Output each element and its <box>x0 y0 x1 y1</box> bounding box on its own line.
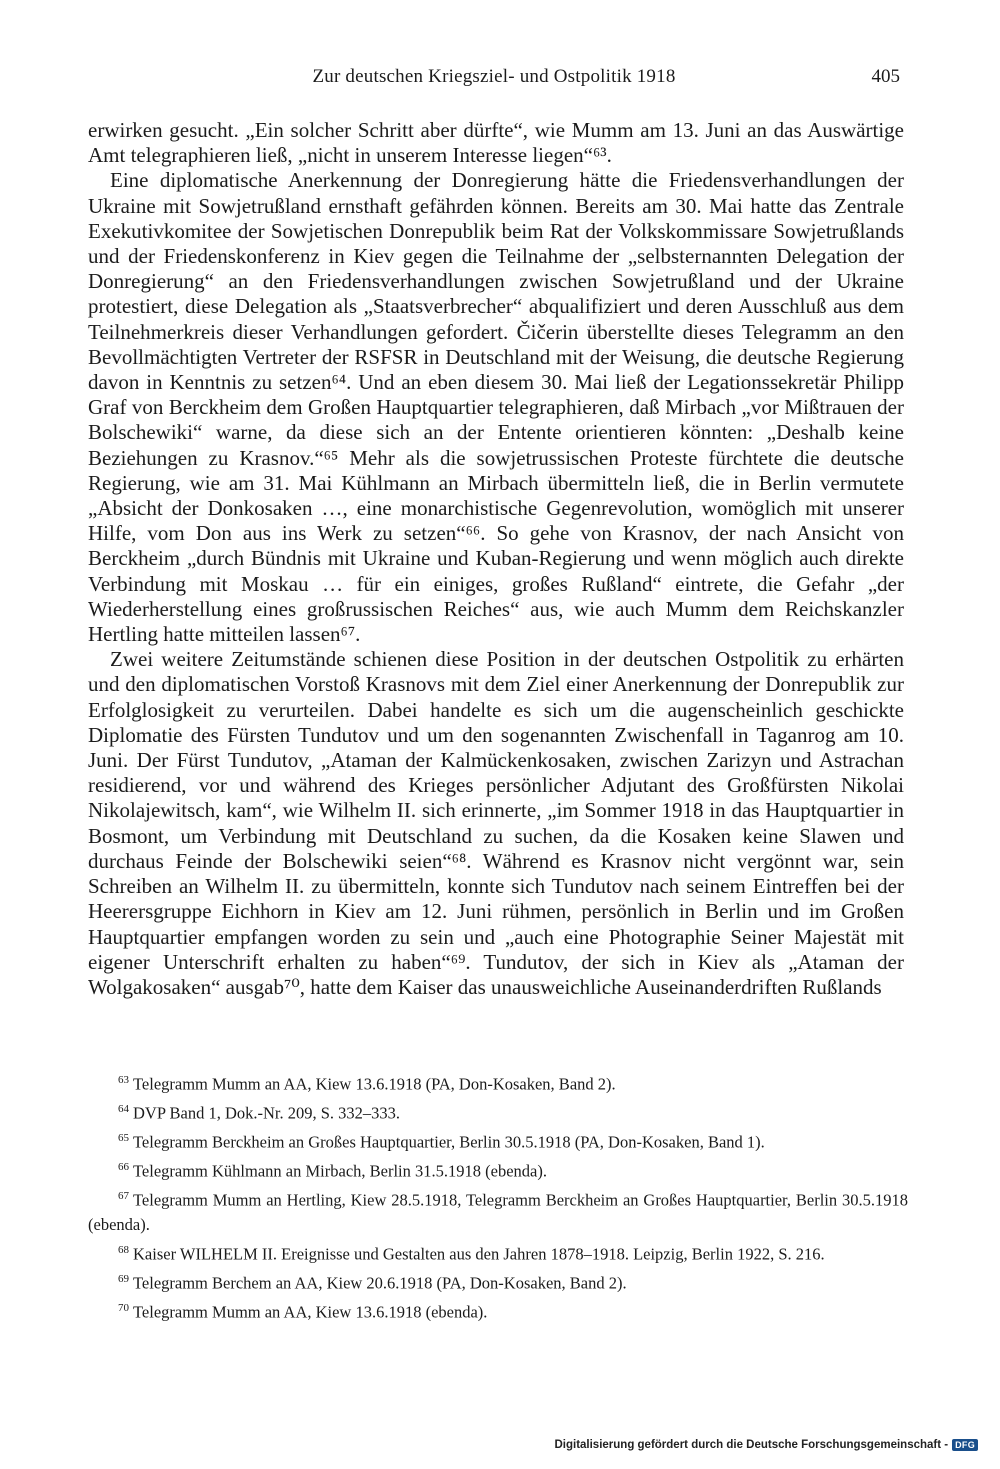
paragraph: Zwei weitere Zeitumstände schienen diese Position in der deutschen Ostpolitik zu erhärten und den diplomatischen Vorstoß Krasnovs mit dem Ziel einer Anerkennung der Donrepublik zur Erfolglosigkeit zu verurteilen. Dabei handelte es sich um die augenscheinlich geschickte Diplomatie des Fürsten Tundutov und um den sogenannten Zwischenfall in Taganrog am 10. Juni. Der Fürst Tundutov, „Ataman der Kalmückenkosaken, zwischen Zarizyn und Astrachan residierend, vor und während des Krieges persönlicher Adjutant des Großfürsten Nikolai Nikolajewitsch, kam“, wie Wilhelm II. sich erinnerte, „im Sommer 1918 in das Hauptquartier in Bosmont, um Verbindung mit Deutschland zu suchen, da die Kosaken keine Slawen und durchaus Feinde der Bolschewiki seien“⁶⁸. Während es Krasnov nicht vergönnt war, sein Schreiben an Wilhelm II. zu übermitteln, konnte sich Tundutov nach seinem Eintreffen bei der Heerersgruppe Eichhorn in Kiev am 12. Juni rühmen, persönlich in Berlin und im Großen Hauptquartier empfangen worden zu sein und „auch eine Photographie Seiner Majestät mit eigener Unterschrift erhalten zu haben“⁶⁹. Tundutov, der sich in Kiev als „Ataman der Wolgakosaken“ ausgab⁷⁰, hatte dem Kaiser das unausweichliche Auseinanderdriften Rußlands <box>88 647 904 999</box>
footnote-number: 68 <box>118 1243 129 1256</box>
footnote-number: 70 <box>118 1301 129 1314</box>
footnote <box>88 1296 908 1325</box>
running-header-title: Zur deutschen Kriegsziel- und Ostpolitik 1918 <box>312 66 676 87</box>
footnote-text: Telegramm Mumm an AA, Kiew 13.6.1918 (PA, Don-Kosaken, Band 2). <box>133 1074 616 1094</box>
paragraph: erwirken gesucht. „Ein solcher Schritt aber dürfte“, wie Mumm am 13. Juni an das Auswärtige Amt telegraphieren ließ, „nicht in unserem Interesse liegen“⁶³. <box>88 118 904 168</box>
footnote <box>88 1155 908 1184</box>
running-header <box>88 66 900 106</box>
footnote <box>88 1068 908 1097</box>
footnotes <box>88 1068 908 1325</box>
footnote-number: 64 <box>118 1103 129 1115</box>
footnote-number: 65 <box>118 1132 129 1144</box>
footnote <box>88 1097 908 1126</box>
footnote-text: Telegramm Mumm an Hertling, Kiew 28.5.1918, Telegramm Berckheim an Großes Hauptquartier, Berlin 30.5.1918 (ebenda). <box>88 1190 908 1234</box>
footnote-text: Telegramm Berckheim an Großes Hauptquartier, Berlin 30.5.1918 (PA, Don-Kosaken, Band 1). <box>133 1132 765 1152</box>
credit-text: Digitalisierung gefördert durch die Deutsche Forschungsgemeinschaft - <box>554 1439 949 1451</box>
footnote <box>88 1267 908 1296</box>
footnote-text: Kaiser WILHELM II. Ereignisse und Gestalten aus den Jahren 1878–1918. Leipzig, Berlin 1922, S. 216. <box>133 1244 825 1263</box>
dfg-logo: DFG <box>952 1439 978 1451</box>
footnote-number: 69 <box>118 1272 129 1285</box>
footnote-number: 67 <box>118 1190 129 1202</box>
page-number: 405 <box>871 66 900 87</box>
footnote <box>88 1126 908 1155</box>
footnote <box>88 1238 908 1267</box>
footnote <box>88 1184 908 1238</box>
digitization-credit <box>554 1439 978 1451</box>
main-text <box>88 118 904 1000</box>
footnote-text: DVP Band 1, Dok.-Nr. 209, S. 332–333. <box>133 1103 401 1123</box>
footnote-number: 66 <box>118 1161 129 1173</box>
footnote-text: Telegramm Mumm an AA, Kiew 13.6.1918 (ebenda). <box>133 1302 488 1321</box>
footnote-text: Telegramm Kühlmann an Mirbach, Berlin 31.5.1918 (ebenda). <box>133 1161 547 1181</box>
paragraph: Eine diplomatische Anerkennung der Donregierung hätte die Friedensverhandlungen der Ukraine mit Sowjetrußland ernsthaft gefährden können. Bereits am 30. Mai hatte das Zentrale Exekutivkomitee der Sowjetischen Donrepublik beim Rat der Volkskommissare Sowjetrußlands und der Friedenskonferenz in Kiev gegen die Teilnahme der „selbsternannten Delegation der Donregierung“ an den Friedensverhandlungen zwischen Sowjetrußland und der Ukraine protestiert, diese Delegation als „Staatsverbrecher“ abqualifiziert und deren Ausschluß aus dem Teilnehmerkreis dieser Verhandlungen gefordert. Čičerin überstellte dieses Telegramm an den Bevollmächtigten Vertreter der RSFSR in Deutschland mit der Weisung, die deutsche Regierung davon in Kenntnis zu setzen⁶⁴. Und an eben diesem 30. Mai ließ der Legationssekretär Philipp Graf von Berckheim dem Großen Hauptquartier telegraphieren, daß Mirbach „vor Mißtrauen der Bolschewiki“ warne, da diese sich an der Entente orientieren könnten: „Deshalb keine Beziehungen zu Krasnov.“⁶⁵ Mehr als die sowjetrussischen Proteste fürchtete die deutsche Regierung, wie am 31. Mai Kühlmann an Mirbach übermitteln ließ, die in Berlin vermutete „Absicht der Donkosaken …, eine monarchistische Gegenrevolution, womöglich mit unserer Hilfe, vom Don aus ins Werk zu setzen“⁶⁶. So gehe von Krasnov, der nach Ansicht von Berckheim „durch Bündnis mit Ukraine und Kuban-Regierung und wenn möglich auch direkte Verbindung mit Moskau … für ein einiges, großes Rußland“ eintrete, die Gefahr „der Wiederherstellung eines großrussischen Reiches“ aus, wie auch Mumm dem Reichskanzler Hertling hatte mitteilen lassen⁶⁷. <box>88 168 904 647</box>
footnote-text: Telegramm Berchem an AA, Kiew 20.6.1918 (PA, Don-Kosaken, Band 2). <box>133 1273 627 1292</box>
footnote-number: 63 <box>118 1074 129 1086</box>
